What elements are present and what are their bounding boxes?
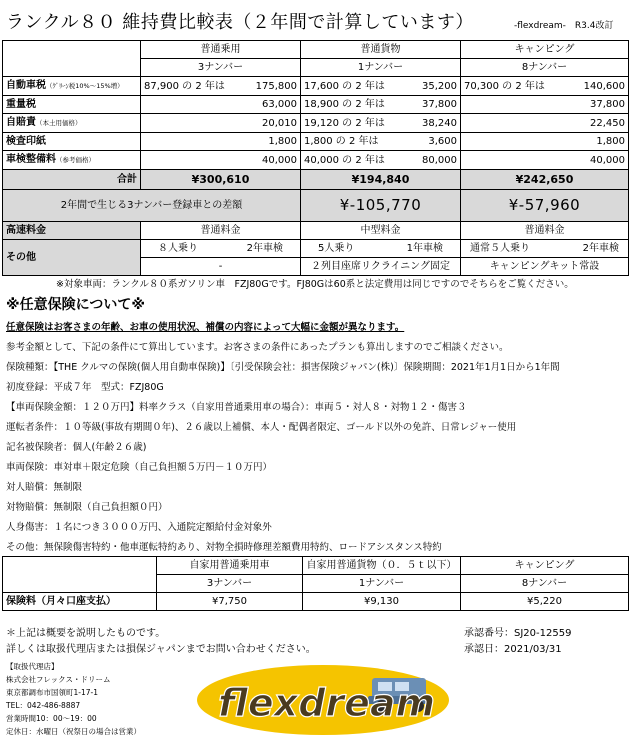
insurance-line: その他：無保険傷害特約・他車運転特約あり、対物全損時修理差額費用特約、ロードアシスタンス特約 — [6, 542, 442, 553]
col-plate: 8ナンバー — [461, 59, 629, 77]
highway-value: 中型料金 — [301, 222, 461, 240]
row-label — [3, 96, 141, 114]
insurance-line: 記名被保険者：個人(年齢２６歳) — [6, 442, 147, 453]
others-label: その他 — [3, 240, 141, 276]
others-feature: キャンピングキット常設 — [461, 258, 629, 276]
insurance-line: 運転者条件：１０等級(事故有期間０年)、２６歳以上補償、本人・配偶者限定、ゴールド以外の免許、日常レジャー使用 — [6, 422, 517, 433]
others-cell — [461, 240, 629, 258]
cost-value: 40,000 — [262, 154, 297, 166]
insurance-line: 保険種類：【THE クルマの保険(個人用自動車保険)】〔引受保険会社：損害保険ジャパン(株)〕保険期間：2021年1月1日から1年間 — [6, 362, 560, 373]
highway-label: 高速料金 — [3, 222, 141, 240]
difference-value: ¥-105,770 — [301, 190, 461, 222]
cost-value: 140,600 — [583, 80, 625, 92]
premium-col-plate: 8ナンバー — [461, 575, 629, 593]
approval-info — [464, 626, 571, 658]
cost-cell — [461, 151, 629, 170]
cost-value: 1,800 — [268, 136, 297, 147]
premium-col-type: 自家用普通貨物（０．５ｔ以下） — [303, 557, 461, 575]
premium-value: ¥5,220 — [461, 593, 629, 611]
others-cell — [301, 240, 461, 258]
cost-value: 38,240 — [422, 117, 457, 129]
cost-cell — [461, 96, 629, 114]
total-value: ¥242,650 — [461, 170, 629, 190]
header-empty-cell — [3, 41, 141, 77]
agency-closed: 定休日：水曜日（祝祭日の場合は営業） — [6, 727, 141, 736]
row-sub-label: （本土用価格） — [36, 119, 82, 127]
premium-col-plate: 1ナンバー — [303, 575, 461, 593]
others-inspection: 2年車検 — [582, 243, 619, 254]
premium-header-row — [3, 557, 629, 575]
cost-calc: 1,800 の 2 年は — [304, 136, 379, 147]
cost-row-maintenance — [3, 151, 629, 170]
total-value: ¥194,840 — [301, 170, 461, 190]
premium-value: ¥7,750 — [157, 593, 303, 611]
cost-cell — [461, 133, 629, 151]
cost-cell — [141, 151, 301, 170]
cost-row-weight-tax — [3, 96, 629, 114]
title-row — [6, 4, 626, 34]
total-value: ¥300,610 — [141, 170, 301, 190]
cost-value: 22,450 — [590, 117, 625, 129]
cost-value: 37,800 — [422, 99, 457, 110]
insurance-warning: 任意保険はお客さまの年齢、お車の使用状況、補償の内容によって大幅に金額が異なります。 — [6, 322, 405, 333]
insurance-line: 参考金額として、下記の条件にて算出しています。お客さまの条件にあったプランも算出しますのでご相談ください。 — [6, 342, 509, 353]
cost-row-liability-insurance — [3, 114, 629, 133]
row-label-text: 車検整備料 — [6, 154, 56, 165]
agency-hours: 営業時間10：00〜19：00 — [6, 714, 97, 723]
cost-cell — [461, 77, 629, 96]
insurance-line: 【車両保険金額：１２０万円】料率クラス（自家用普通乗用車の場合）：車両５・対人８・対物１２・傷害３ — [6, 402, 467, 413]
flexdream-logo — [196, 664, 450, 736]
row-label — [3, 77, 141, 96]
cost-value: 35,200 — [422, 80, 457, 92]
cost-cell — [141, 114, 301, 133]
others-inspection: 1年車検 — [406, 243, 443, 254]
row-sub-label: （ｸﾞﾘｰﾝ税10%〜15%増） — [46, 82, 124, 90]
header-row-type — [3, 41, 629, 59]
summary-notes — [6, 626, 316, 658]
agency-info — [6, 660, 141, 738]
insurance-conditions — [6, 318, 626, 558]
cost-value: 80,000 — [422, 154, 457, 166]
cost-cell — [301, 151, 461, 170]
col-plate: 3ナンバー — [141, 59, 301, 77]
cost-comparison-table — [2, 40, 629, 276]
logo-text: flexdream — [218, 681, 436, 725]
agency-tel: TEL：042-486-8887 — [6, 701, 81, 710]
row-label — [3, 114, 141, 133]
revision-note: -flexdream- R3.4改訂 — [514, 21, 614, 31]
cost-value: 63,000 — [262, 99, 297, 110]
others-feature: - — [141, 258, 301, 276]
cost-cell — [301, 77, 461, 96]
insurance-line: 初度登録：平成７年 型式：FZJ80G — [6, 382, 164, 393]
cost-value: 37,800 — [590, 99, 625, 110]
cost-cell — [141, 96, 301, 114]
contact-note: 詳しくは取扱代理店または損保ジャパンまでお問い合わせください。 — [6, 644, 316, 655]
col-type: 普通貨物 — [301, 41, 461, 59]
cost-cell — [301, 96, 461, 114]
cost-cell — [461, 114, 629, 133]
cost-row-vehicle-tax — [3, 77, 629, 96]
premium-col-type: 自家用普通乗用車 — [157, 557, 303, 575]
cost-cell — [141, 77, 301, 96]
cost-value: 40,000 — [590, 154, 625, 166]
insurance-line: 対人賠償：無制限 — [6, 482, 83, 493]
cost-value: 1,800 — [596, 136, 625, 147]
others-seats: 5人乗り — [318, 243, 355, 254]
insurance-line: 人身傷害：１名につき３０００万円、入通院定額給付金対象外 — [6, 522, 272, 533]
cost-cell — [301, 133, 461, 151]
insurance-line: 車両保険：車対車＋限定危険（自己負担額５万円－１０万円） — [6, 462, 273, 473]
insurance-premium-table — [2, 556, 629, 611]
cost-value: 3,600 — [428, 136, 457, 147]
others-row-1 — [3, 240, 629, 258]
cost-cell — [301, 114, 461, 133]
row-label-text: 自賠責 — [6, 117, 36, 128]
agency-address: 東京都調布市国領町1-17-1 — [6, 688, 98, 697]
row-label-text: 自動車税 — [6, 80, 46, 91]
col-type: 普通乗用 — [141, 41, 301, 59]
insurance-heading: ※任意保険について※ — [6, 297, 145, 313]
row-label — [3, 151, 141, 170]
premium-value: ¥9,130 — [303, 593, 461, 611]
others-seats: 通常５人乗り — [470, 243, 530, 254]
row-label-text: 重量税 — [6, 99, 36, 110]
others-seats: ８人乗り — [158, 243, 198, 254]
col-plate: 1ナンバー — [301, 59, 461, 77]
premium-label: 保険料（月々口座支払） — [3, 593, 157, 611]
approval-date: 承認日：2021/03/31 — [464, 644, 562, 655]
target-vehicle-note: ※対象車両：ランクル８０系ガソリン車 FZJ80Gです。FJ80Gは60系と法定費用は同じですのでそちらをご覧ください。 — [56, 279, 574, 290]
highway-value: 普通料金 — [461, 222, 629, 240]
premium-header-empty — [3, 557, 157, 593]
cost-value: 175,800 — [255, 80, 297, 92]
cost-row-inspection-stamp — [3, 133, 629, 151]
agency-name: 株式会社フレックス・ドリーム — [6, 675, 111, 684]
others-inspection: 2年車検 — [246, 243, 283, 254]
approval-number: 承認番号：SJ20-12559 — [464, 628, 572, 639]
premium-col-plate: 3ナンバー — [157, 575, 303, 593]
cost-cell — [141, 133, 301, 151]
highway-row — [3, 222, 629, 240]
cost-calc: 87,900 の 2 年は — [144, 80, 225, 92]
total-row — [3, 170, 629, 190]
cost-calc: 17,600 の 2 年は — [304, 80, 385, 92]
page-title: ランクル８０ 維持費比較表（２年間で計算しています） — [6, 12, 474, 33]
difference-value: ¥-57,960 — [461, 190, 629, 222]
premium-col-type: キャンピング — [461, 557, 629, 575]
col-type: キャンピング — [461, 41, 629, 59]
total-label: 合計 — [3, 170, 141, 190]
cost-calc: 18,900 の 2 年は — [304, 99, 385, 110]
agency-header: 【取扱代理店】 — [6, 662, 59, 671]
row-label-text: 検査印紙 — [6, 136, 46, 147]
cost-calc: 40,000 の 2 年は — [304, 154, 385, 166]
insurance-line: 対物賠償：無制限（自己負担額０円） — [6, 502, 168, 513]
cost-value: 20,010 — [262, 117, 297, 129]
difference-row — [3, 190, 629, 222]
summary-note: ＊上記は概要を説明したものです。 — [6, 628, 166, 639]
others-feature: ２列目座席リクライニング固定 — [301, 258, 461, 276]
highway-value: 普通料金 — [141, 222, 301, 240]
difference-label: 2年間で生じる3ナンバー登録車との差額 — [3, 190, 301, 222]
row-sub-label: （参考価格） — [56, 156, 95, 164]
others-cell — [141, 240, 301, 258]
row-label — [3, 133, 141, 151]
cost-calc: 19,120 の 2 年は — [304, 117, 385, 129]
premium-value-row — [3, 593, 629, 611]
cost-calc: 70,300 の 2 年は — [464, 80, 545, 92]
